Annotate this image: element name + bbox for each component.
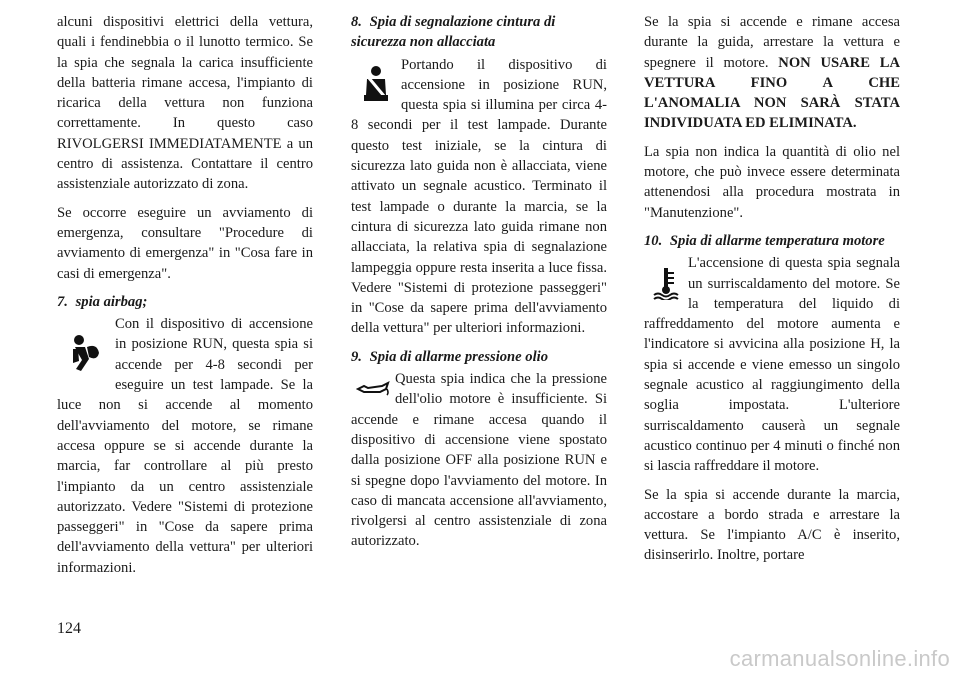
section-title: Spia di allarme pressione olio	[369, 348, 548, 365]
page-number: 124	[57, 620, 81, 637]
section-body-airbag: Con il dispositivo di accensione in posizione RUN, questa spia si accende per 4-8 secondi per eseguire un test lampade. Se la luce non si accende al momento dell'avviamento del motore, se rimane accesa oppure se si accende durante la marcia, far controllare al più presto l'impianto da un centro assistenziale autorizzato. Vedere "Sistemi di protezione passeggeri" in "Cose da sapere prima dell'avviamento della vettura" per ulteriori informazioni.	[57, 316, 313, 576]
section-number: 10.	[644, 232, 663, 249]
column-right	[644, 12, 900, 574]
section-number: 9.	[351, 348, 362, 365]
section-heading-airbag	[57, 292, 313, 312]
section-body-seatbelt: Portando il dispositivo di accensione in posizione RUN, questa spia si illumina per circa 4-8 secondi per il test lampade. Durante questo test iniziale, se la cintura di sicurezza lato guida non è allacciata, viene attivato un segnale acustico. Terminato il test lampade o durante la marcia, se la cintura di sicurezza lato guida rimane non allacciata, la relativa spia di segnalazione lampeggia oppure resta inserita a luce fissa. Vedere "Sistemi di protezione passeggeri" in "Cose da sapere prima dell'avviamento della vettura" per ulteriori informazioni.	[351, 56, 607, 337]
oil-pressure-icon	[351, 369, 395, 409]
paragraph: alcuni dispositivi elettrici della vettura, quali i fendinebbia o il lunotto termico. Se la spia che segnala la carica insufficiente della batteria rimane accesa, l'impianto di ricarica della vettura non funziona correttamente. In questo caso RIVOLGERSI IMMEDIATAMENTE a un centro di assistenza. Contattare il centro assistenziale autorizzato di zona.	[57, 14, 313, 193]
section-number: 8.	[351, 14, 362, 30]
paragraph: Se la spia si accende e rimane accesa durante la guida, arrestare la vettura e spegnere il motore. NON USARE LA VETTURA FINO A CHE L'ANOMALIA NON SARÀ STATA INDIVIDUATA ED ELIMINATA.	[644, 14, 900, 132]
warning-text: NON USARE LA VETTURA FINO A CHE L'ANOMALIA NON SARÀ STATA INDIVIDUATA ED ELIMINATA.	[644, 54, 900, 132]
section-body-oil: Questa spia indica che la pressione dell'olio motore è insufficiente. Si accende e rimane accesa quando il dispositivo di accensione viene spostato dalla posizione OFF alla posizione RUN e si spegne dopo l'avviamento del motore. In caso di mancata accensione all'avviamento, rivolgersi al centro assistenziale di zona autorizzato.	[351, 371, 607, 550]
watermark: carmanualsonline.info	[729, 646, 950, 671]
section-heading-temperature	[644, 231, 900, 251]
section-title: Spia di allarme temperatura motore	[669, 232, 885, 249]
section-heading-oil	[351, 347, 607, 367]
section-title: Spia di segnalazione cintura di sicurezza non allacciata	[351, 14, 556, 51]
paragraph: Se la spia si accende durante la marcia, accostare a bordo strada e arrestare la vettura. Se l'impianto A/C è inserito, disinserirlo. Inoltre, portare	[644, 486, 900, 564]
column-left	[57, 12, 313, 586]
seatbelt-icon	[351, 55, 401, 115]
column-middle	[351, 12, 607, 560]
section-heading-seatbelt	[351, 12, 607, 53]
coolant-temperature-icon	[644, 253, 688, 313]
section-title: spia airbag;	[75, 293, 148, 310]
section-body-temperature: L'accensione di questa spia segnala un surriscaldamento del motore. Se la temperatura del liquido di raffreddamento del motore aumenta e l'indicatore si avvicina alla posizione H, la spia si accende e viene emesso un singolo segnale acustico al raggiungimento della soglia impostata. L'ulteriore surriscaldamento causerà un segnale acustico continuo per 4 minuti o finché non si lascia raffreddare il motore.	[644, 255, 900, 475]
airbag-icon	[57, 314, 115, 392]
paragraph: La spia non indica la quantità di olio nel motore, che può invece essere determinata attenendosi alla procedura mostrata in "Manutenzione".	[644, 143, 900, 221]
paragraph: Se occorre eseguire un avviamento di emergenza, consultare "Procedure di avviamento di emergenza" in "Cosa fare in casi di emergenza".	[57, 204, 313, 282]
section-number: 7.	[57, 293, 68, 310]
